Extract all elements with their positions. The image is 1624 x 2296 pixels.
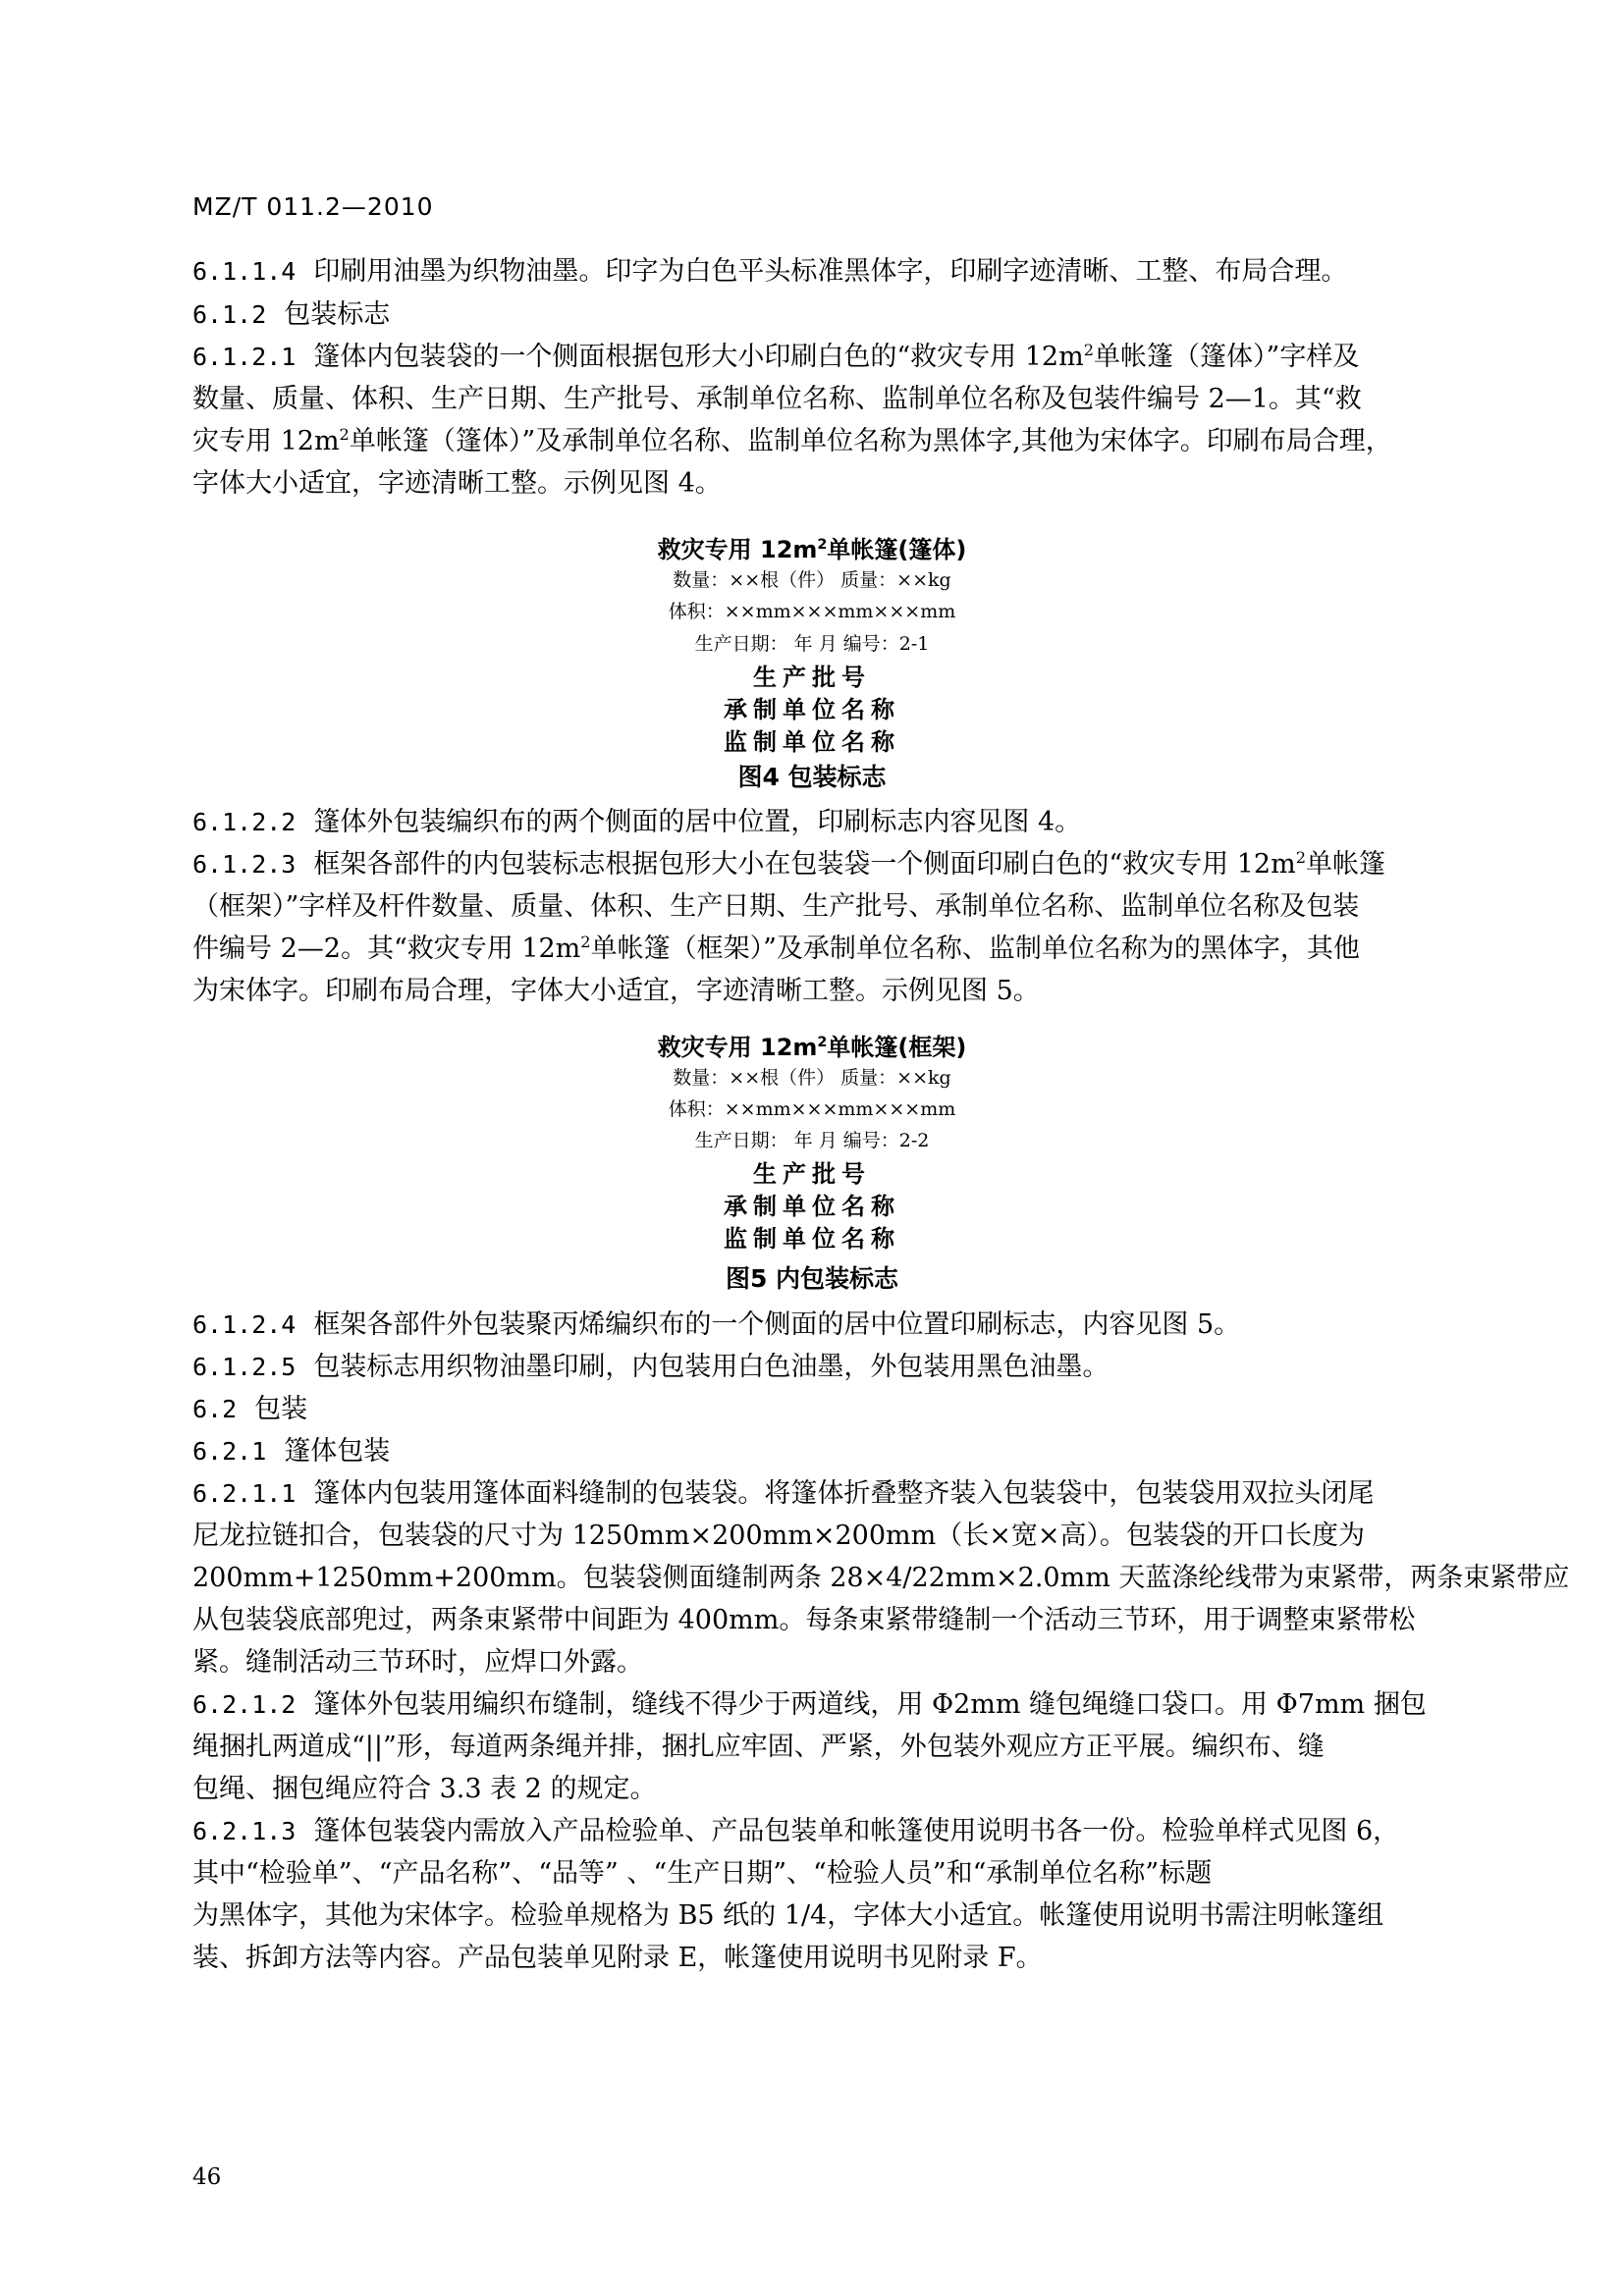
clause-text: 灾专用 12m [192, 426, 340, 456]
clause-text: 篷体外包装用编织布缝制，缝线不得少于两道线，用 Φ2mm 缝包绳缝口袋口。用 Φ7mm 捆包 [313, 1689, 1427, 1720]
clause-text: 单帐篷 [1306, 849, 1386, 880]
clause-text: 框架各部件外包装聚丙烯编织布的一个侧面的居中位置印刷标志，内容见图 5。 [313, 1309, 1241, 1340]
figure4-quantity: 数量：××根（件） 质量：××kg [673, 569, 951, 591]
figure5-batch: 生产批号 [753, 1160, 871, 1188]
clause-text: 印刷用油墨为织物油墨。印字为白色平头标准黑体字，印刷字迹清晰、工整、布局合理。 [313, 256, 1348, 287]
figure4-supervisor: 监制单位名称 [724, 728, 900, 756]
figure4-batch: 生产批号 [753, 664, 871, 691]
clause-6-1-2-3-line2: （框架）”字样及杆件数量、质量、体积、生产日期、生产批号、承制单位名称、监制单位名称及包装 [192, 891, 1360, 922]
figure5-volume: 体积：××mm×××mm×××mm [668, 1098, 956, 1120]
clause-number: 6.2.1.2 [192, 1690, 297, 1719]
clause-text: 单帐篷（篷体）”字样及 [1094, 342, 1360, 372]
superscript: 2 [817, 1035, 828, 1050]
clause-text: 篷体内包装袋的一个侧面根据包形大小印刷白色的“救灾专用 12m [313, 342, 1084, 372]
clause-number: 6.1.2.2 [192, 808, 297, 836]
figure-title-text: 救灾专用 12m [657, 1034, 818, 1061]
heading-6-2 [192, 1387, 307, 1425]
heading-6-1-2 [192, 293, 390, 331]
clause-6-1-2-4 [192, 1303, 1240, 1341]
heading-number: 6.1.2 [192, 300, 267, 329]
heading-6-2-1 [192, 1429, 390, 1468]
standard-code-header: MZ/T 011.2—2010 [192, 192, 434, 221]
clause-number: 6.2.1.3 [192, 1817, 297, 1845]
clause-6-2-1-1-line3: 200mm+1250mm+200mm。包装袋侧面缝制两条 28×4/22mm×2.0mm 天蓝涤纶线带为束紧带，两条束紧带应 [192, 1563, 1570, 1593]
figure4-maker: 承制单位名称 [724, 696, 900, 723]
clause-6-2-1-3-line1 [192, 1809, 1399, 1847]
clause-text: 篷体内包装用篷体面料缝制的包装袋。将篷体折叠整齐装入包装袋中，包装袋用双拉头闭尾 [313, 1478, 1375, 1509]
clause-text: 篷体外包装编织布的两个侧面的居中位置，印刷标志内容见图 4。 [313, 807, 1082, 837]
clause-6-2-1-2-line3: 包绳、捆包绳应符合 3.3 表 2 的规定。 [192, 1774, 657, 1804]
clause-number: 6.1.2.5 [192, 1353, 297, 1381]
clause-text: 包装标志用织物油墨印刷，内包装用白色油墨，外包装用黑色油墨。 [313, 1352, 1110, 1382]
clause-6-1-2-3-line4: 为宋体字。印刷布局合理，字体大小适宜，字迹清晰工整。示例见图 5。 [192, 976, 1040, 1006]
clause-6-1-2-1-line2: 数量、质量、体积、生产日期、生产批号、承制单位名称、监制单位名称及包装件编号 2—1。其“救 [192, 384, 1362, 414]
figure4-caption: 图4 包装标志 [737, 763, 887, 791]
clause-6-2-1-2-line1 [192, 1682, 1427, 1721]
clause-6-1-2-1-line3 [192, 419, 1392, 457]
figure-title-text: 单帐篷(篷体) [827, 536, 967, 563]
heading-title: 包装 [254, 1394, 308, 1424]
figure-title-text: 单帐篷(框架) [827, 1034, 967, 1061]
clause-text: 单帐篷（篷体）”及承制单位名称、监制单位名称为黑体字,其他为宋体字。印刷布局合理， [349, 426, 1392, 456]
figure5-date: 生产日期： 年 月 编号：2-2 [694, 1130, 930, 1151]
figure4-volume: 体积：××mm×××mm×××mm [668, 601, 956, 622]
page-number: 46 [192, 2164, 222, 2190]
clause-number: 6.1.2.1 [192, 343, 297, 371]
clause-6-2-1-2-line2: 绳捆扎两道成“||”形，每道两条绳并排，捆扎应牢固、严紧，外包装外观应方正平展。编织布、缝 [192, 1732, 1325, 1762]
figure5-supervisor: 监制单位名称 [724, 1225, 900, 1253]
clause-6-1-2-1-line4: 字体大小适宜，字迹清晰工整。示例见图 4。 [192, 468, 722, 499]
clause-number: 6.1.2.4 [192, 1310, 297, 1339]
clause-text: 单帐篷（框架）”及承制单位名称、监制单位名称为的黑体字，其他 [590, 934, 1360, 964]
superscript: 2 [339, 425, 350, 444]
superscript: 2 [580, 933, 591, 951]
clause-6-2-1-1-line4: 从包装袋底部兜过，两条束紧带中间距为 400mm。每条束紧带缝制一个活动三节环，用于调整束紧带松 [192, 1605, 1416, 1635]
clause-6-2-1-3-line2: 其中“检验单”、“产品名称”、“品等” 、“生产日期”、“检验人员”和“承制单位名称”标题 [192, 1858, 1213, 1889]
heading-title: 包装标志 [284, 299, 391, 330]
superscript: 2 [1083, 341, 1095, 359]
clause-text: 篷体包装袋内需放入产品检验单、产品包装单和帐篷使用说明书各一份。检验单样式见图 6， [313, 1816, 1400, 1846]
clause-6-2-1-3-line4: 装、拆卸方法等内容。产品包装单见附录 E，帐篷使用说明书见附录 F。 [192, 1943, 1043, 1973]
superscript: 2 [1295, 848, 1307, 867]
heading-number: 6.2 [192, 1395, 238, 1423]
clause-number: 6.1.2.3 [192, 850, 297, 879]
clause-6-1-2-3-line1 [192, 842, 1385, 881]
heading-number: 6.2.1 [192, 1437, 267, 1466]
clause-6-2-1-1-line2: 尼龙拉链扣合，包装袋的尺寸为 1250mm×200mm×200mm（长×宽×高）。包装袋的开口长度为 [192, 1521, 1365, 1551]
figure5-caption: 图5 内包装标志 [725, 1264, 899, 1293]
figure4-title [0, 530, 1624, 564]
clause-text: 件编号 2—2。其“救灾专用 12m [192, 934, 581, 964]
clause-6-1-2-3-line3 [192, 927, 1360, 965]
figure-title-text: 救灾专用 12m [657, 536, 818, 563]
clause-text: 框架各部件的内包装标志根据包形大小在包装袋一个侧面印刷白色的“救灾专用 12m [313, 849, 1296, 880]
figure4-date: 生产日期： 年 月 编号：2-1 [694, 633, 930, 655]
clause-number: 6.2.1.1 [192, 1479, 297, 1508]
clause-6-1-2-5 [192, 1345, 1109, 1383]
figure5-quantity: 数量：××根（件） 质量：××kg [673, 1067, 951, 1089]
clause-6-1-2-1-line1 [192, 335, 1359, 373]
heading-title: 篷体包装 [284, 1436, 391, 1467]
figure5-maker: 承制单位名称 [724, 1193, 900, 1220]
superscript: 2 [817, 537, 828, 553]
clause-6-2-1-1-line5: 紧。缝制活动三节环时，应焊口外露。 [192, 1647, 643, 1678]
clause-6-1-2-2 [192, 800, 1081, 838]
clause-6-2-1-3-line3: 为黑体字，其他为宋体字。检验单规格为 B5 纸的 1/4，字体大小适宜。帐篷使用说明书需注明帐篷组 [192, 1900, 1384, 1931]
figure5-title [0, 1028, 1624, 1062]
clause-number: 6.1.1.4 [192, 257, 297, 286]
clause-6-1-1-4 [192, 249, 1347, 288]
clause-6-2-1-1-line1 [192, 1471, 1374, 1510]
